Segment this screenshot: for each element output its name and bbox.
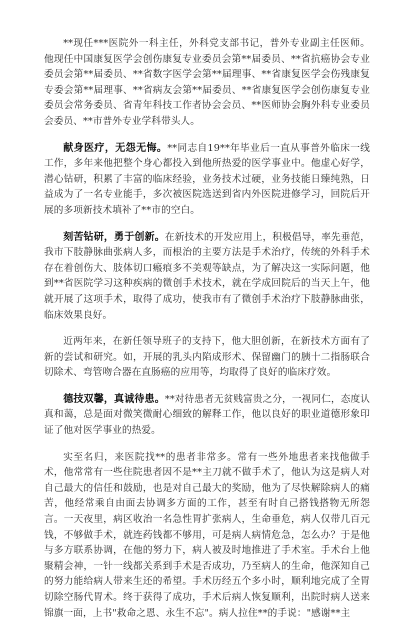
paragraph-position (44, 36, 370, 130)
paragraph-body: **同志自19**年毕业后一直从事普外临床一线工作，多年来他把整个身心都投入到他所热爱的医学事业中。他虚心好学，潜心钻研，积累了丰富的临床经验，业务技术过硬，业务技能日臻纯熟，日益成为了一名专业能手，多次被医院选送到省内外医院进修学习，回院后开展的多项新技术填补了**市的空白。 (44, 142, 370, 216)
paragraph-patients (44, 450, 370, 621)
paragraph-dedication (44, 141, 370, 219)
paragraph-body: 实至名归，来医院找**的患者非常多。常有一些外地患者来找他做手术，他常常有一些住院患者因不是**主刀就不做手术了，他认为这是病人对自己最大的信任和鼓励，也是对自己最大的奖励，他为了尽快解除病人的痛苦，他经常乘自由面去协调多方面的工作，甚至有时自己搭钱搭物无所怨言。一天夜里，病区收治一名急性胃扩张病人，生命垂危，病人仅带几百元钱，不够做手术，就连药钱都不够用，可是病人病情危急，怎么办？于是他与多方联系协调，在他的努力下，病人被及时地推进了手术室。手术台上他聚精会神，一针一线都关系到手术是否成功，乃至病人的生命，他深知自己的努力能给病人带来生还的希望。手术历经五个多小时，顺利地完成了全胃切除空肠代胃术。终于获得了成功，手术后病人恢复顺利，出院时病人送来锦旗一面，上书"救命之恩、永生不忘"。病人拉住**的手说："感谢**主 (44, 451, 370, 619)
paragraph-body: 在新技术的开发应用上，积极倡导，率先垂范，我市下肢静脉曲张病人多，而根治的主要方法是手术治疗，传统的外科手术存在着创伤大、肢体切口瘢痕多不美观等缺点，为了解决这一实际问题，他到**省医院学习这种疾病的微创手术技术，就在学成回院后的当天上午，他就开展了这项手术，取得了成功，使我市有了微创手术治疗下肢静脉曲张，临床效果良好。 (44, 231, 370, 321)
paragraph-body: **现任***医院外一科主任，外科党支部书记，普外专业副主任医师。他现任中国康复医学会创伤康复专业委员会第**届委员、**省抗癌协会专业委员会第**届委员、**省数字医学会第**届理事、**省康复医学会伤残康复专委会第**届理事、**省病友会第**届委员、**省康复医学会创伤康复专业委员会常务委员、省青年科技工作者协会会员、**医师协会胸外科专业委员会委员、**市普外专业学科带头人。 (44, 38, 370, 127)
paragraph-lead: 德技双馨，真诚待患。 (63, 393, 165, 405)
paragraph-body: 近两年来，在新任领导班子的支持下，他大胆创新，在新技术方面有了新的尝试和研究。如，开展的乳头内陷成形术、保留幽门的胰十二指肠联合切除术、弯管吻合器在直肠癌的应用等，均取得了良好的临床疗效。 (44, 336, 370, 379)
paragraph-innovation (44, 230, 370, 324)
paragraph-lead: 刻苦钻研，勇于创新。 (63, 231, 165, 243)
paragraph-body: **对待患者无贫贱富贵之分，一视同仁，态度认真和蔼，总是面对微笑微耐心细致的解释工作，他以良好的职业道德形象印证了他对医学事业的热爱。 (44, 393, 370, 437)
paragraph-lead: 献身医疗，无怨无悔。 (63, 142, 168, 154)
paragraph-new-techniques (44, 334, 370, 381)
paragraph-ethics (44, 392, 370, 439)
